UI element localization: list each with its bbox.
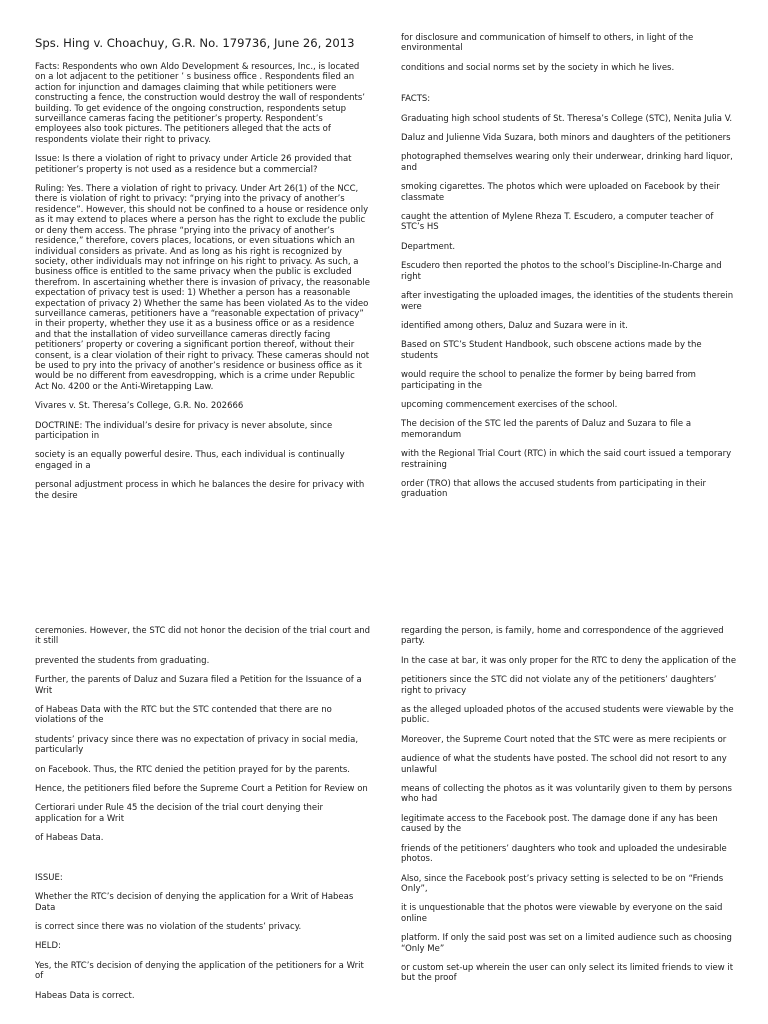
held-heading: HELD:: [35, 941, 61, 952]
text-line: Whether the RTC’s decision of denying the application for a Writ of Habeas Data: [35, 892, 354, 913]
text-line: legitimate access to the Facebook post. The damage done if any has been caused by the: [401, 813, 718, 835]
text-line: of Habeas Data.: [35, 833, 104, 844]
text-line: Escudero then reported the photos to the school’s Discipline-In-Charge and right: [401, 261, 722, 282]
text-line: conditions and social norms set by the society in which he lives.: [401, 62, 675, 73]
text-line: is correct since there was no violation of the students’ privacy.: [35, 921, 302, 932]
text-line: Further, the parents of Daluz and Suzara filed a Petition for the Issuance of a Writ: [35, 675, 362, 696]
text-line: students’ privacy since there was no expectation of privacy in social media, particularly: [35, 734, 359, 756]
text-line: identified among others, Daluz and Suzara were in it.: [401, 320, 628, 331]
page-2-left-column: [35, 626, 371, 1010]
doctrine-line-3: personal adjustment process in which he balances the desire for privacy with the desire: [35, 480, 365, 501]
case-title-vivares: Vivares v. St. Theresa’s College, G.R. No. 202666: [35, 401, 244, 412]
text-line: means of collecting the photos as it was voluntarily given to them by persons who had: [401, 784, 732, 805]
doctrine-paragraph: DOCTRINE: The individual’s desire for privacy is never absolute, since participation in: [35, 420, 333, 441]
text-line: Yes, the RTC’s decision of denying the application of the petitioners for a Writ of: [35, 960, 364, 982]
text-line: would require the school to penalize the former by being barred from participating in the: [401, 370, 696, 391]
facts-paragraph: Facts: Respondents who own Aldo Development & resources, Inc., is located on a lot adjacent to the petitioner ’ s business office . Respondents filed an action for injunction and damages claiming that while petitioners were constructing a fence, the construction would destroy the wall of respondents’ building. To get evidence of the ongoing construction, respondents setup surveillance cameras facing the petitioner’s property. Respondent’s employees also took pictures. The petitioners alleged that the acts of respondents violate their right to privacy.: [35, 62, 365, 145]
text-line: Department.: [401, 241, 456, 252]
page-1-right-column: [401, 33, 737, 509]
text-line: ceremonies. However, the STC did not honor the decision of the trial court and it still: [35, 626, 371, 647]
text-line: Habeas Data is correct.: [35, 990, 135, 1001]
text-line: caught the attention of Mylene Rheza T. Escudero, a computer teacher of STC’s HS: [401, 212, 714, 233]
text-line: it is unquestionable that the photos were viewable by everyone on the said online: [401, 903, 723, 924]
text-line: on Facebook. Thus, the RTC denied the petition prayed for by the parents.: [35, 764, 350, 775]
text-line: platform. If only the said post was set on a limited audience such as choosing “Only Me”: [401, 933, 732, 954]
text-line: with the Regional Trial Court (RTC) in which the said court issued a temporary restraining: [401, 449, 732, 470]
text-line: prevented the students from graduating.: [35, 655, 210, 666]
issue-heading: ISSUE:: [35, 872, 63, 883]
text-line: for disclosure and communication of himself to others, in light of the environmental: [401, 33, 694, 54]
text-line: In the case at bar, it was only proper for the RTC to deny the application of the: [401, 655, 737, 666]
text-line: audience of what the students have posted. The school did not resort to any unlawful: [401, 754, 727, 775]
doctrine-line-2: society is an equally powerful desire. Thus, each individual is continually engaged in a: [35, 450, 345, 471]
text-line: Also, since the Facebook post’s privacy setting is selected to be on “Friends Only”,: [401, 873, 724, 894]
text-line: regarding the person, is family, home and correspondence of the aggrieved party.: [401, 626, 724, 647]
text-line: Daluz and Julienne Vida Suzara, both minors and daughters of the petitioners: [401, 133, 731, 144]
ruling-paragraph: Ruling: Yes. There a violation of right to privacy. Under Art 26(1) of the NCC, there is violation of right to privacy: “prying into the privacy of another’s residence”. However, this should not be confined to a house or residence only as it may extend to places where a person has the right to exclude the public or deny them access. The phrase “prying into the privacy of another’s residence,” therefore, covers places, locations, or even situations which an individual considers as private. And as long as his right is recognized by society, other individuals may not infringe on his right to privacy. As such, a business office is entitled to the same privacy when the public is excluded therefrom. In ascertaining whether there is invasion of privacy, the reasonable expectation of privacy test is used: 1) Whether a person has a reasonable expectation of privacy 2) Whether the same has been violated As to the video surveillance cameras, petitioners have a “reasonable expectation of privacy” in their property, whether they use it as a business office or as a residence and that the installation of video surveillance cameras directly facing petitioners’ property or covering a significant portion thereof, without their consent, is a clear violation of their right to privacy. These cameras should not be used to pry into the privacy of another’s residence or business office as it would be no different from eavesdropping, which is a crime under Republic Act No. 4200 or the Anti-Wiretapping Law.: [35, 184, 371, 392]
text-line: Based on STC’s Student Handbook, such obscene actions made by the students: [401, 340, 702, 361]
text-line: or custom set-up wherein the user can only select its limited friends to view it but the proof: [401, 962, 734, 984]
text-line: photographed themselves wearing only their underwear, drinking hard liquor, and: [401, 152, 733, 173]
case-title-hing-v-choachuy: Sps. Hing v. Choachuy, G.R. No. 179736, June 26, 2013: [35, 36, 355, 50]
text-line: Certiorari under Rule 45 the decision of the trial court denying their application for a Writ: [35, 803, 324, 824]
text-line: Moreover, the Supreme Court noted that the STC were as mere recipients or: [401, 734, 727, 745]
issue-paragraph: Issue: Is there a violation of right to privacy under Article 26 provided that petitioner’s property is not used as a residence but a commercial?: [35, 154, 352, 175]
text-line: as the alleged uploaded photos of the accused students were viewable by the public.: [401, 705, 734, 726]
text-line: smoking cigarettes. The photos which were uploaded on Facebook by their classmate: [401, 182, 720, 203]
text-line: of Habeas Data with the RTC but the STC contended that there are no violations of the: [35, 705, 332, 726]
text-line: after investigating the uploaded images, the identities of the students therein were: [401, 291, 734, 312]
page-2: [0, 620, 768, 1024]
text-line: upcoming commencement exercises of the school.: [401, 399, 618, 410]
text-line: friends of the petitioners’ daughters who took and uploaded the undesirable photos.: [401, 843, 727, 865]
page-2-right-column: [401, 626, 737, 993]
text-line: Graduating high school students of St. Theresa’s College (STC), Nenita Julia V.: [401, 113, 733, 124]
page-1-left-column: [35, 0, 371, 510]
text-line: The decision of the STC led the parents of Daluz and Suzara to file a memorandum: [401, 419, 692, 440]
text-line: order (TRO) that allows the accused students from participating in their graduation: [401, 478, 706, 500]
text-line: petitioners since the STC did not violate any of the petitioners’ daughters’ right to privacy: [401, 675, 717, 696]
text-line: Hence, the petitioners filed before the Supreme Court a Petition for Review on: [35, 784, 368, 795]
facts-heading: FACTS:: [401, 94, 431, 105]
